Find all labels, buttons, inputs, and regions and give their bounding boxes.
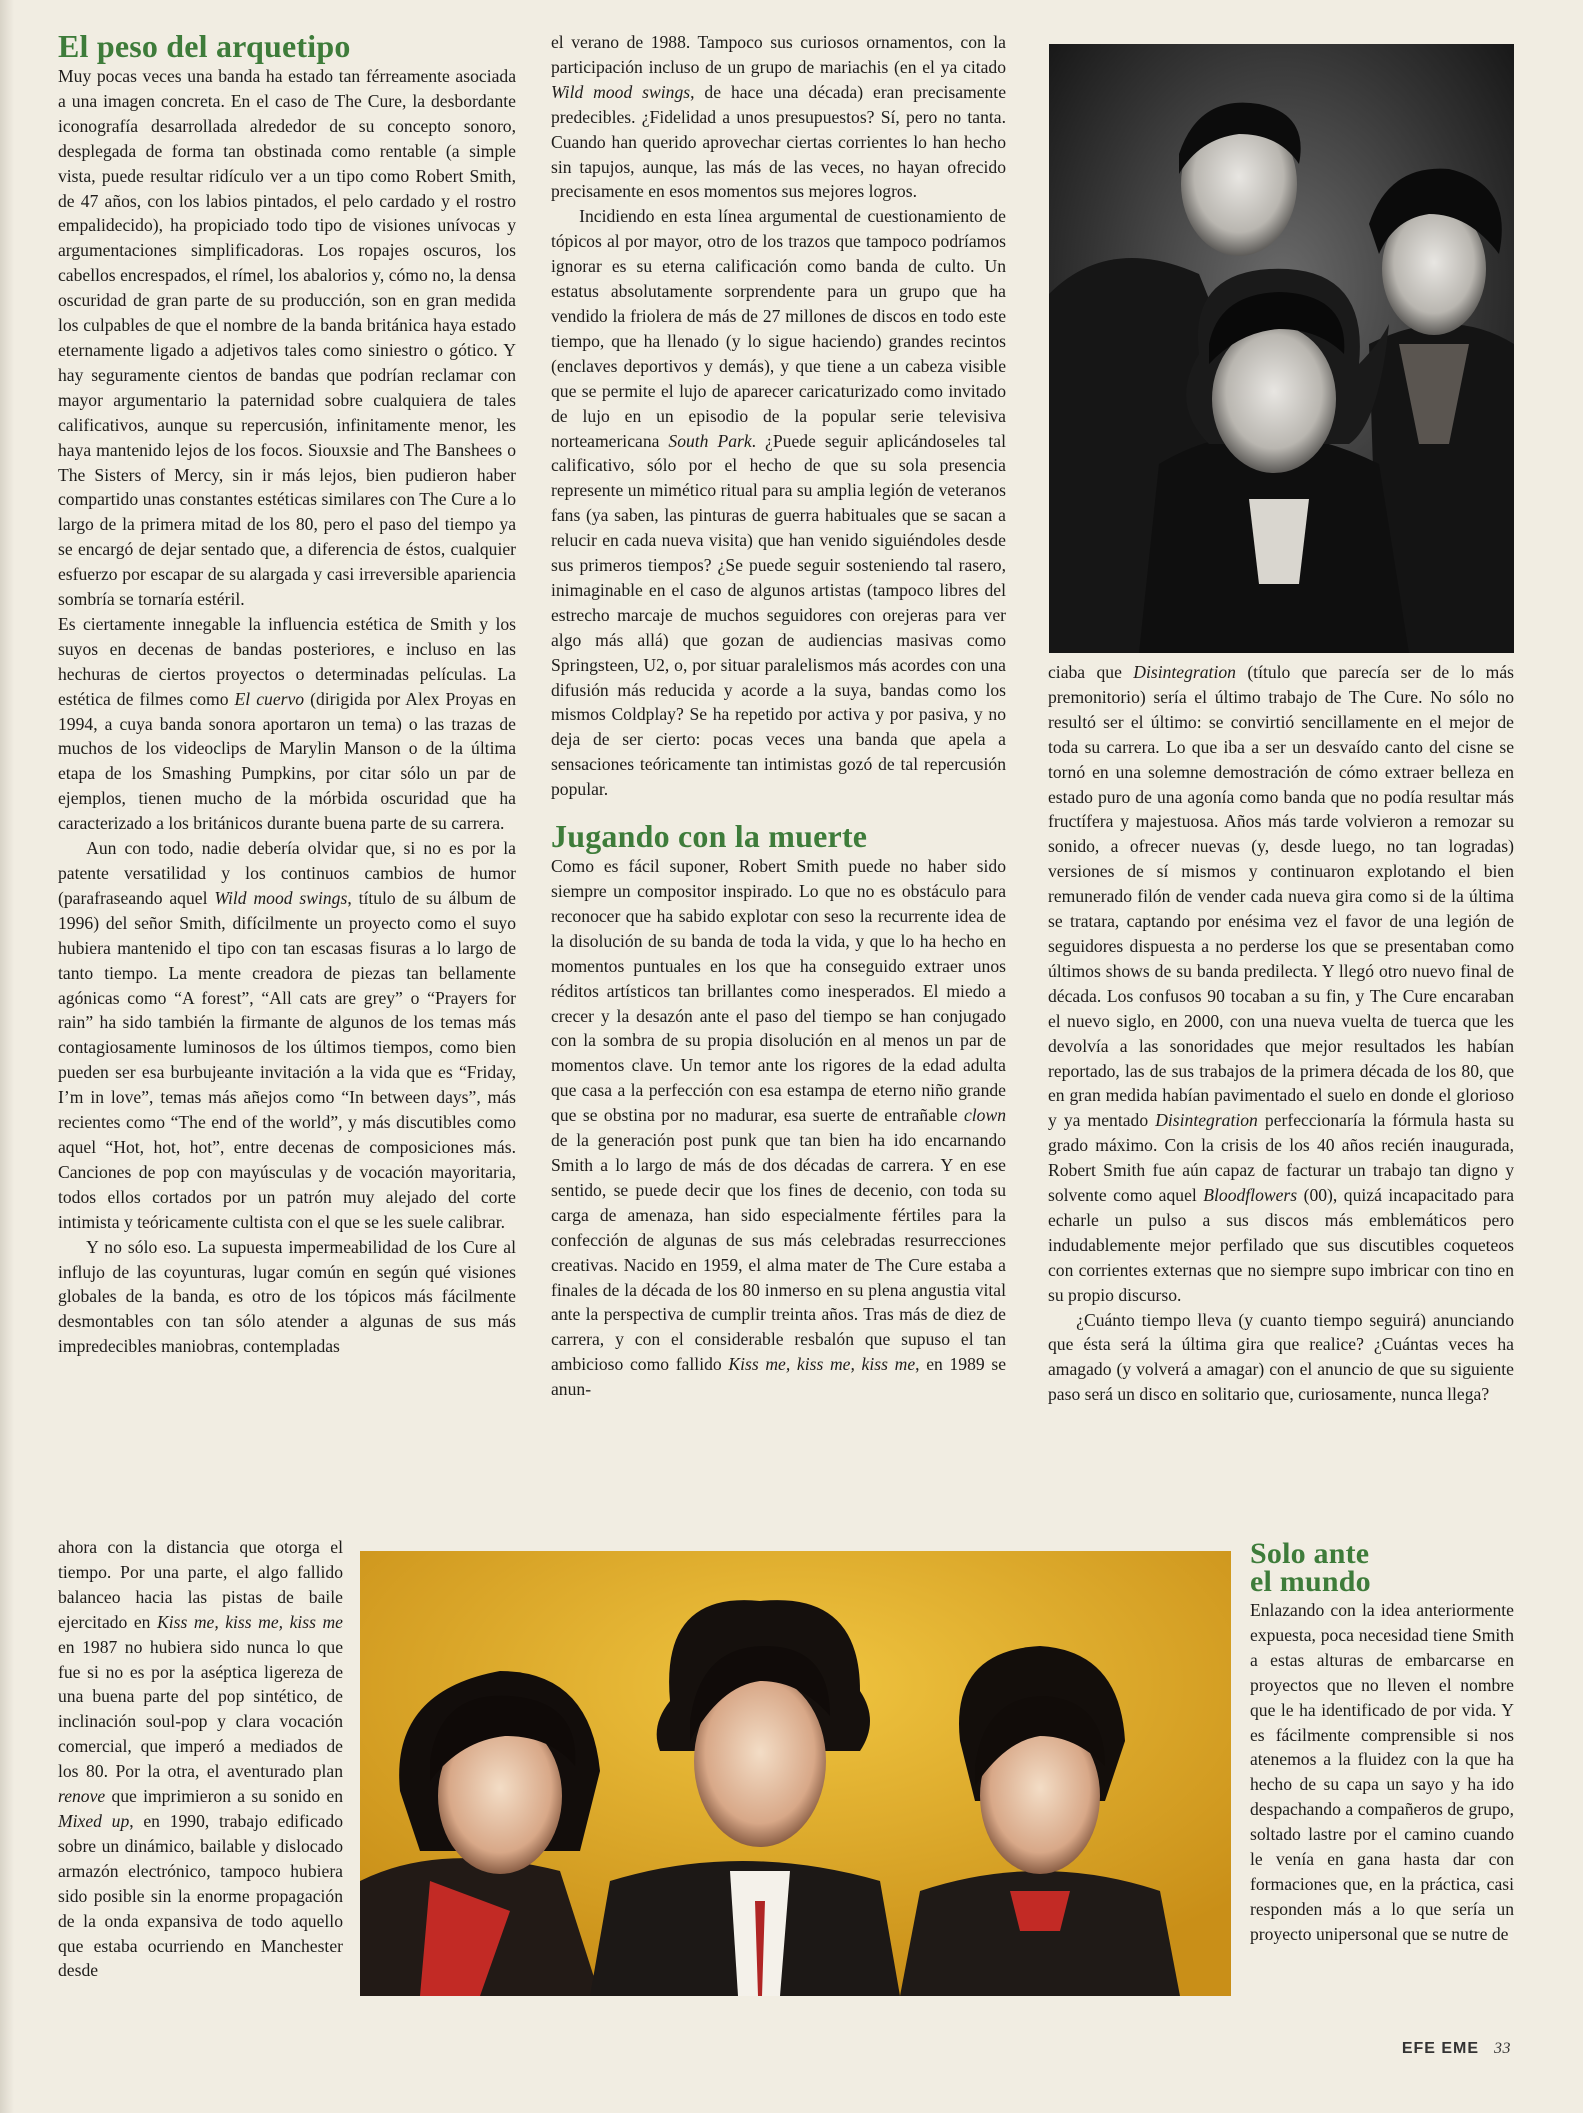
page-footer — [1402, 2040, 1511, 2058]
column-3 — [1048, 660, 1514, 1407]
column-4 — [1250, 1537, 1514, 1947]
paragraph: ¿Cuánto tiempo lleva (y cuanto tiempo seguirá) anunciando que ésta será la última gira que realice? ¿Cuántas veces ha amagado (y volverá a amagar) con el anuncio de que su siguiente paso será un disco en solitario que, curiosamente, nunca llega? — [1048, 1309, 1514, 1405]
paragraph: Aun con todo, nadie debería olvidar que, si no es por la patente versatilidad y los continuos cambios de humor (parafraseando aquel Wild mood swings, título de su álbum de 1996) del señor Smith, difícilmente un proyecto como el suyo hubiera mantenido el tipo con tan escasas fisuras a lo largo de tanto tiempo. La mente creadora de piezas tan bellamente agónicas como “A forest”, “All cats are grey” o “Prayers for rain” ha sido también la firmante de algunos de los temas más contagiosamente luminosos de los últimos tiempos, como bien pueden ser esa burbujeante invitación a la vida que es “Friday, I’m in love”, temas más añejos como “In between days”, más recientes como “The end of the world”, y más discutibles como aquel “Hot, hot, hot”, entre decenas de composiciones más. Canciones de pop con mayúsculas y de vocación mayoritaria, todos ellos cortados por un patrón muy alejado del corte intimista y teóricamente cultista con el que se les suele calibrar. — [58, 838, 516, 1232]
paragraph: Enlazando con la idea anteriormente expuesta, poca necesidad tiene Smith a estas alturas de embarcarse en proyectos que no lleven el nombre que le ha identificado de por vida. Y es fácilmente comprensible si nos atenemos a la fluidez con la que ha hecho de su capa un sayo y ha ido despachando a compañeros de grupo, soltado lastre por el camino cuando le venía en gana hasta dar con formaciones que, en la práctica, casi responden más a lo que sería un proyecto unipersonal que se nutre de — [1250, 1600, 1514, 1944]
column-1-continued — [58, 1535, 343, 1983]
paragraph: ahora con la distancia que otorga el tiempo. Por una parte, el algo fallido balanceo hacia las pistas de baile ejercitado en Kiss me, kiss me, kiss me en 1987 no hubiera sido nunca lo que fue si no es por la aséptica ligereza de una buena parte del pop sintético, de inclinación soul-pop y clara vocación comercial, que imperó a mediados de los 80. Por la otra, el aventurado plan renove que imprimieron a su sonido en Mixed up, en 1990, trabajo edificado sobre un dinámico, bailable y dislocado armazón electrónico, tampoco hubiera sido posible sin la enorme propagación de la onda expansiva de todo aquello que estaba ocurriendo en Manchester desde — [58, 1537, 343, 1981]
paragraph: Como es fácil suponer, Robert Smith puede no haber sido siempre un compositor inspirado. Lo que no es obstáculo para reconocer que ha sabido explotar con seso la recurrente idea de la disolución de su banda de toda la vida, y que lo ha hecho en momentos puntuales en los que ha conseguido extraer unos réditos artísticos tan brillantes como inesperados. El miedo a crecer y la desazón ante el paso del tiempo se han conjugado con la sombra de su propia disolución en al menos un par de momentos clave. Un temor ante los rigores de la edad adulta que casa a la perfección con esa estampa de eterno niño grande que se obstina por no madurar, esa suerte de entrañable clown de la generación post punk que tan bien ha ido encarnando Smith a lo largo de más de dos décadas de carrera. Y en ese sentido, se puede decir que los fines de decenio, con toda su carga de amenaza, han sido especialmente fértiles para la confección de algunas de sus más celebradas resurrecciones creativas. Nacido en 1959, el alma mater de The Cure estaba a finales de la década de los 80 inmerso en su plena angustia vital ante la perspectiva de cumplir treinta años. Tras más de diez de carrera, y con el considerable resbalón que supuso el tan ambicioso como fallido Kiss me, kiss me, kiss me, en 1989 se anun- — [551, 856, 1006, 1400]
band-photo-color — [360, 1551, 1231, 1996]
paragraph: Muy pocas veces una banda ha estado tan férreamente asociada a una imagen concreta. En el caso de The Cure, la desbordante iconografía desarrollada alrededor de su concepto sonoro, desplegada de forma tan obstinada como rentable (a simple vista, puede resultar ridículo ver a un tipo como Robert Smith, de 47 años, con los labios pintados, el pelo cardado y el rostro empalidecido), ha propiciado todo tipo de visiones unívocas y argumentaciones simplificadoras. Los ropajes oscuros, los cabellos encrespados, el rímel, los abalorios y, cómo no, la densa oscuridad de gran parte de su producción, son en gran medida los culpables de que el nombre de la banda británica haya estado eternamente ligado a adjetivos tales como siniestro o gótico. Y hay seguramente cientos de bandas que podrían reclamar con mayor argumentario la paternidad sobre cualquiera de tales calificativos, aunque su repercusión, infinitamente menor, les haya mantenido lejos de los focos. Siouxsie and The Banshees o The Sisters of Mercy, sin ir más lejos, bien pudieron haber compartido unas constantes estéticas similares con The Cure a lo largo de la primera mitad de los 80, pero el paso del tiempo ya se encargó de dejar sentado que, a diferencia de éstos, cualquier esfuerzo por escapar de su alargada y casi irreversible apariencia sombría se tornaría estéril. — [58, 66, 516, 610]
paragraph: Incidiendo en esta línea argumental de cuestionamiento de tópicos al por mayor, otro de los trazos que tampoco podríamos ignorar es su eterna calificación como banda de culto. Un estatus absolutamente sorprendente para un grupo que ha vendido la friolera de más de 27 millones de discos en todo este tiempo, que ha llenado (y lo sigue haciendo) grandes recintos (enclaves deportivos y demás), y que tiene a un cabeza visible que se permite el lujo de aparecer caricaturizado como invitado de lujo en un episodio de la popular serie televisiva norteamericana South Park. ¿Puede seguir aplicándoseles tal calificativo, sólo por el hecho de que su sola presencia represente un mimético ritual para su amplia legión de veteranos fans (ya saben, las pinturas de guerra habituales que se sacan a relucir en cada nueva visita) que han venido siguiéndoles desde sus primeros tiempos? ¿Se puede seguir sosteniendo tal rasero, inimaginable en el caso de algunos artistas (tampoco libres del estrecho marcaje de muchos seguidores con orejeras para ver algo más allá) que gozan de audiencias masivas como Springsteen, U2, o, por situar paralelismos más acordes con una difusión más reducida y acorde a la suya, bandas como los mismos Coldplay? Se ha repetido por activa y por pasiva, y no deja de ser cierto: pocas veces una banda que apela a sensaciones teóricamente tan intimistas gozó de tal repercusión popular. — [551, 206, 1006, 800]
magazine-brand: EFE EME — [1401, 2040, 1480, 2057]
band-photo-black-white — [1049, 44, 1514, 653]
column-2 — [551, 30, 1006, 1402]
page-binding-edge — [0, 0, 14, 2113]
paragraph: ciaba que Disintegration (título que parecía ser de lo más premonitorio) sería el último trabajo de The Cure. No sólo no resultó ser el último: se convirtió sencillamente en el mejor de toda su carrera. Lo que iba a ser un desvaído canto del cisne se tornó en una solemne demostración de cómo extraer belleza en estado puro de una agonía como banda que no podía resultar más fructífera y majestuosa. Años más tarde volvieron a remozar su sonido, a ofrecer nuevas (y, desde luego, no tan logradas) versiones de sí mismos y continuaron explotando el bien remunerado filón de vender cada nueva gira como si de la última se tratara, captando por enésima vez el favor de una legión de seguidores dispuesta a no perderse los que se presentaban como últimos shows de su banda predilecta. Y llegó otro nuevo final de década. Los confusos 90 tocaban a su fin, y The Cure encaraban el nuevo siglo, en 2000, con una nueva vuelta de tuerca que les devolvía a las sonoridades que mejor resultados les habían reportado, las de sus trabajos de la primera década de los 80, que en gran medida habían pavimentado el suelo en donde el glorioso y ya mentado Disintegration perfeccionaría la fórmula hasta su grado máximo. Con la crisis de los 40 años recién inaugurada, Robert Smith fue aún capaz de facturar un trabajo tan digno y solvente como aquel Bloodflowers (00), quizá incapacitado para echarle un pulso a sus discos más emblemáticos pero indudablemente mejor perfilado que sus discutibles coqueteos con corrientes externas que no siempre supo imbricar con tino en su propio discurso. — [1048, 662, 1515, 1305]
section-title-line: el mundo — [1250, 1565, 1371, 1598]
section-title-peso-arquetipo: El peso del arquetipo — [58, 28, 351, 64]
paragraph: Y no sólo eso. La supuesta impermeabilidad de los Cure al influjo de las coyunturas, lugar común en según qué visiones globales de la banda, es otro de los tópicos más fácilmente desmontables con tan sólo atender a algunas de sus más impredecibles maniobras, contempladas — [58, 1236, 516, 1357]
column-1 — [58, 30, 516, 1359]
section-title-solo-ante-mundo — [1250, 1537, 1514, 1598]
section-title-line: Solo ante — [1250, 1537, 1370, 1570]
paragraph: el verano de 1988. Tampoco sus curiosos ornamentos, con la participación incluso de un grupo de mariachis (en el ya citado Wild mood swings, de hace una década) eran precisamente predecibles. ¿Fidelidad a unos presupuestos? Sí, pero no tanta. Cuando han querido aprovechar ciertas corrientes lo han hecho sin tapujos, aunque, las más de las veces, no hayan ofrecido precisamente en esos momentos sus mejores logros. — [551, 32, 1007, 202]
paragraph: Es ciertamente innegable la influencia estética de Smith y los suyos en decenas de bandas posteriores, e incluso en las hechuras de ciertos proyectos o determinadas películas. La estética de filmes como El cuervo (dirigida por Alex Proyas en 1994, a cuya banda sonora aportaron un tema) o las trazas de muchos de los videoclips de Marylin Manson o de la última etapa de los Smashing Pumpkins, por citar sólo un par de ejemplos, tienen mucho de la mórbida oscuridad que ha caracterizado a los británicos durante buena parte de su carrera. — [58, 613, 517, 834]
page-number: 33 — [1494, 2040, 1511, 2057]
section-title-jugando-muerte: Jugando con la muerte — [551, 818, 868, 855]
